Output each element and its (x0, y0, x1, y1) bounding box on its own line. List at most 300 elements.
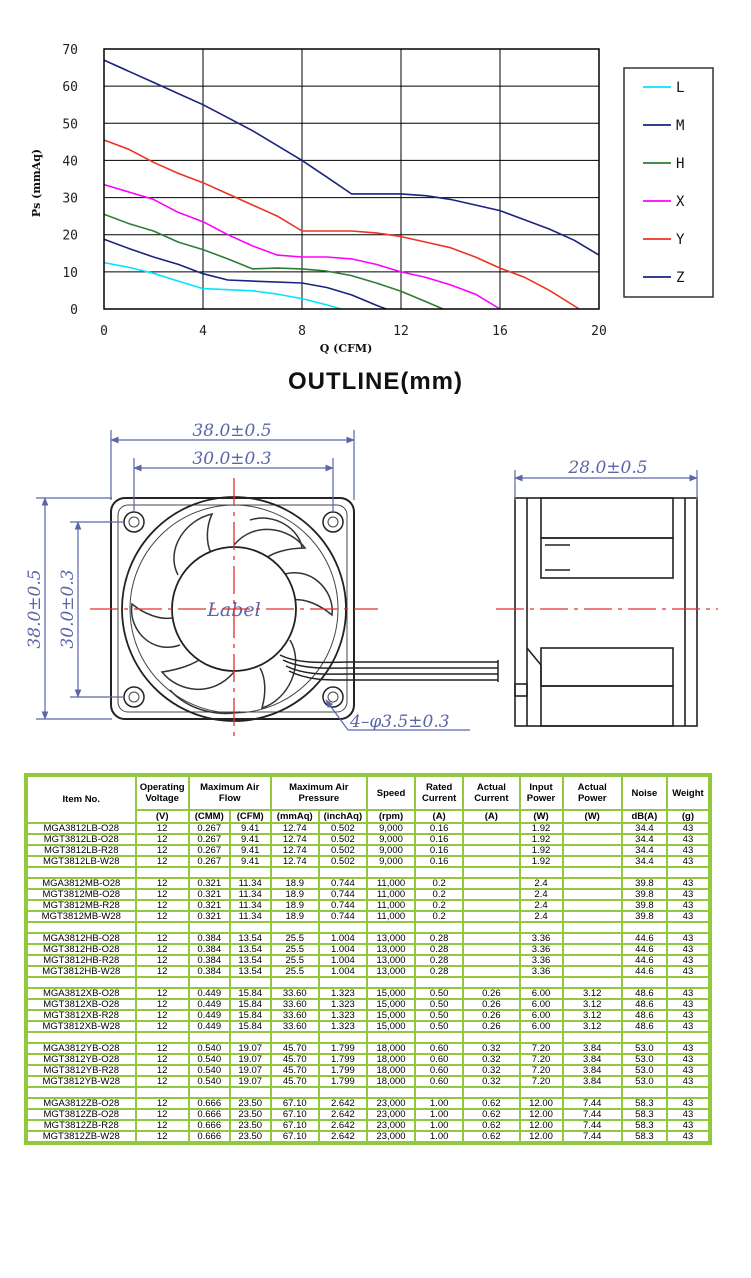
table-cell: 0.540 (189, 1054, 230, 1065)
table-cell: 0.321 (189, 900, 230, 911)
spec-table (26, 775, 710, 1143)
table-cell: 43 (667, 1043, 709, 1054)
table-cell: 12 (136, 911, 189, 922)
table-cell: 43 (667, 845, 709, 856)
table-cell: 45.70 (271, 1076, 319, 1087)
table-cell: 12 (136, 1109, 189, 1120)
table-cell: 12.74 (271, 845, 319, 856)
table-cell (563, 933, 622, 944)
table-cell: 0.2 (415, 900, 463, 911)
table-cell: 12 (136, 1065, 189, 1076)
table-cell: 58.3 (622, 1098, 667, 1109)
table-cell: 43 (667, 1098, 709, 1109)
y-tick-label: 10 (62, 265, 78, 281)
table-row (27, 878, 709, 889)
table-cell: 39.8 (622, 900, 667, 911)
table-cell: 11,000 (367, 911, 415, 922)
table-cell: 1.92 (520, 834, 563, 845)
table-cell: 12.74 (271, 856, 319, 867)
table-cell: 15.84 (230, 1010, 271, 1021)
table-cell: 45.70 (271, 1043, 319, 1054)
table-cell: 43 (667, 911, 709, 922)
table-cell: 39.8 (622, 911, 667, 922)
table-row (27, 1065, 709, 1076)
table-cell: 0.62 (463, 1109, 519, 1120)
table-cell: 0.62 (463, 1098, 519, 1109)
table-cell: 25.5 (271, 966, 319, 977)
table-cell: 53.0 (622, 1054, 667, 1065)
table-cell: 12.00 (520, 1098, 563, 1109)
legend-label-x: X (676, 194, 685, 210)
y-tick-label: 30 (62, 191, 78, 207)
table-row (27, 1120, 709, 1131)
table-cell: 43 (667, 966, 709, 977)
table-cell: 1.004 (319, 966, 367, 977)
y-tick-label: 0 (70, 303, 78, 318)
table-row (27, 1010, 709, 1021)
table-cell: 43 (667, 889, 709, 900)
table-cell: 0.321 (189, 878, 230, 889)
table-cell: 0.267 (189, 834, 230, 845)
table-cell: 3.84 (563, 1043, 622, 1054)
table-cell: 0.666 (189, 1120, 230, 1131)
table-cell: 11.34 (230, 900, 271, 911)
table-spacer-row (27, 977, 709, 988)
table-cell: 13.54 (230, 966, 271, 977)
table-cell: 9.41 (230, 834, 271, 845)
table-cell: 0.267 (189, 823, 230, 834)
table-cell: 0.16 (415, 856, 463, 867)
x-tick-label: 20 (591, 324, 607, 339)
table-cell: 15,000 (367, 1021, 415, 1032)
dim-outer-height: 38.0±0.5 (25, 569, 45, 649)
table-cell: 9,000 (367, 834, 415, 845)
dim-inner-height: 30.0±0.3 (58, 569, 78, 649)
y-tick-label: 60 (62, 80, 78, 96)
table-cell: 34.4 (622, 834, 667, 845)
table-cell: 7.44 (563, 1131, 622, 1142)
table-cell: 0.2 (415, 878, 463, 889)
hdr-item: Item No. (27, 776, 136, 823)
table-cell: 12 (136, 1098, 189, 1109)
table-row (27, 1043, 709, 1054)
table-row (27, 889, 709, 900)
side-view (515, 498, 697, 726)
table-cell (463, 889, 519, 900)
table-cell (563, 966, 622, 977)
cell-item-no: MGT3812XB-R28 (27, 1010, 136, 1021)
table-cell: 23.50 (230, 1131, 271, 1142)
y-axis-label: Ps (mmAq) (30, 148, 43, 218)
spec-table-wrap (24, 773, 712, 1145)
table-row (27, 1021, 709, 1032)
cell-item-no: MGT3812MB-W28 (27, 911, 136, 922)
table-cell: 67.10 (271, 1120, 319, 1131)
table-cell: 0.502 (319, 856, 367, 867)
table-cell (463, 911, 519, 922)
table-row (27, 1131, 709, 1142)
table-cell: 43 (667, 1054, 709, 1065)
table-spacer-row (27, 1032, 709, 1043)
table-cell: 0.28 (415, 955, 463, 966)
table-cell (563, 955, 622, 966)
table-cell: 13.54 (230, 955, 271, 966)
table-cell: 13,000 (367, 955, 415, 966)
table-cell (463, 834, 519, 845)
table-cell: 48.6 (622, 1021, 667, 1032)
table-cell (463, 845, 519, 856)
table-cell: 0.2 (415, 911, 463, 922)
table-row (27, 1109, 709, 1120)
unit-noise: dB(A) (622, 810, 667, 823)
table-cell: 48.6 (622, 999, 667, 1010)
table-cell: 0.62 (463, 1131, 519, 1142)
table-cell: 18.9 (271, 911, 319, 922)
table-cell: 19.07 (230, 1076, 271, 1087)
table-cell: 0.666 (189, 1109, 230, 1120)
table-cell: 0.384 (189, 933, 230, 944)
table-cell: 12 (136, 845, 189, 856)
table-row (27, 845, 709, 856)
chart-ticks (62, 43, 606, 339)
unit-voltage: (V) (136, 810, 189, 823)
table-cell: 18,000 (367, 1065, 415, 1076)
table-cell: 1.799 (319, 1054, 367, 1065)
table-cell: 7.44 (563, 1098, 622, 1109)
table-cell: 58.3 (622, 1109, 667, 1120)
table-cell: 0.666 (189, 1098, 230, 1109)
table-cell: 12 (136, 878, 189, 889)
y-tick-label: 20 (62, 228, 78, 244)
table-cell: 12 (136, 955, 189, 966)
table-cell: 44.6 (622, 955, 667, 966)
table-cell: 0.62 (463, 1120, 519, 1131)
table-cell: 25.5 (271, 955, 319, 966)
x-axis-label: Q (CFM) (319, 342, 373, 355)
legend-label-m: M (676, 118, 685, 134)
table-cell: 2.4 (520, 889, 563, 900)
x-tick-label: 8 (298, 324, 306, 339)
table-cell: 0.744 (319, 878, 367, 889)
table-cell: 34.4 (622, 845, 667, 856)
pq-curve-chart (0, 0, 751, 365)
table-cell: 0.449 (189, 1010, 230, 1021)
table-spacer-row (27, 922, 709, 933)
table-row (27, 955, 709, 966)
table-cell: 0.16 (415, 834, 463, 845)
table-cell: 23,000 (367, 1131, 415, 1142)
table-cell: 9,000 (367, 845, 415, 856)
table-cell: 43 (667, 900, 709, 911)
table-cell: 12 (136, 900, 189, 911)
table-cell: 0.50 (415, 1010, 463, 1021)
mounting-hole-br (323, 687, 343, 707)
table-cell: 1.00 (415, 1098, 463, 1109)
table-cell: 11,000 (367, 878, 415, 889)
table-cell: 3.36 (520, 955, 563, 966)
dim-outer-width: 38.0±0.5 (192, 421, 272, 441)
table-cell: 15,000 (367, 999, 415, 1010)
outline-title: OUTLINE(mm) (288, 368, 463, 395)
table-cell: 0.2 (415, 889, 463, 900)
series-line-y (104, 140, 579, 309)
table-cell: 18.9 (271, 878, 319, 889)
table-cell: 43 (667, 944, 709, 955)
y-tick-label: 50 (62, 117, 78, 133)
table-cell: 15.84 (230, 999, 271, 1010)
cell-item-no: MGT3812ZB-R28 (27, 1120, 136, 1131)
table-row (27, 823, 709, 834)
table-cell: 1.92 (520, 845, 563, 856)
table-cell: 0.32 (463, 1076, 519, 1087)
cell-item-no: MGT3812LB-O28 (27, 834, 136, 845)
table-row (27, 944, 709, 955)
table-cell: 11.34 (230, 889, 271, 900)
table-cell: 3.84 (563, 1054, 622, 1065)
legend-label-y: Y (676, 232, 685, 248)
table-cell: 12.74 (271, 823, 319, 834)
dim-depth: 28.0±0.5 (568, 458, 648, 478)
table-cell: 13,000 (367, 966, 415, 977)
table-cell: 43 (667, 1109, 709, 1120)
table-cell: 13.54 (230, 933, 271, 944)
table-row (27, 1054, 709, 1065)
cell-item-no: MGT3812XB-W28 (27, 1021, 136, 1032)
table-cell: 23,000 (367, 1109, 415, 1120)
table-cell: 43 (667, 823, 709, 834)
table-cell: 33.60 (271, 1021, 319, 1032)
table-cell: 53.0 (622, 1065, 667, 1076)
table-cell: 0.267 (189, 856, 230, 867)
table-cell: 12 (136, 1021, 189, 1032)
table-cell: 43 (667, 1010, 709, 1021)
table-cell: 13.54 (230, 944, 271, 955)
table-cell: 43 (667, 878, 709, 889)
table-cell: 0.384 (189, 966, 230, 977)
cell-item-no: MGT3812LB-W28 (27, 856, 136, 867)
series-line-z (104, 60, 599, 255)
series-line-h (104, 214, 443, 309)
table-cell: 0.60 (415, 1065, 463, 1076)
hdr-rated-current: Rated Current (415, 776, 463, 810)
table-cell: 58.3 (622, 1120, 667, 1131)
table-cell: 23.50 (230, 1098, 271, 1109)
fan-outline-drawing (0, 415, 751, 760)
cell-item-no: MGA3812HB-O28 (27, 933, 136, 944)
cell-item-no: MGT3812YB-O28 (27, 1054, 136, 1065)
table-cell: 43 (667, 1076, 709, 1087)
table-header-row (27, 776, 709, 810)
table-cell: 0.16 (415, 823, 463, 834)
table-cell (563, 944, 622, 955)
table-cell: 0.502 (319, 823, 367, 834)
table-cell: 12.00 (520, 1131, 563, 1142)
unit-speed: (rpm) (367, 810, 415, 823)
table-cell: 1.00 (415, 1131, 463, 1142)
legend-box (624, 68, 713, 297)
table-cell: 34.4 (622, 823, 667, 834)
table-cell (463, 878, 519, 889)
table-cell: 1.004 (319, 955, 367, 966)
chart-grid (104, 49, 599, 309)
table-cell: 67.10 (271, 1098, 319, 1109)
hdr-noise: Noise (622, 776, 667, 810)
table-cell: 2.4 (520, 900, 563, 911)
table-cell: 43 (667, 999, 709, 1010)
table-cell: 33.60 (271, 1010, 319, 1021)
table-cell: 0.321 (189, 911, 230, 922)
table-cell: 18.9 (271, 889, 319, 900)
table-cell: 2.642 (319, 1098, 367, 1109)
table-cell: 44.6 (622, 966, 667, 977)
hdr-actual-power: Actual Power (563, 776, 622, 810)
hdr-pressure: Maximum Air Pressure (271, 776, 367, 810)
table-cell: 19.07 (230, 1065, 271, 1076)
table-cell (563, 845, 622, 856)
table-cell: 9.41 (230, 823, 271, 834)
table-cell: 45.70 (271, 1065, 319, 1076)
mounting-hole-tr (323, 512, 343, 532)
table-cell: 67.10 (271, 1109, 319, 1120)
table-cell: 43 (667, 834, 709, 845)
y-tick-label: 40 (62, 154, 78, 170)
cell-item-no: MGA3812XB-O28 (27, 988, 136, 999)
table-cell (463, 823, 519, 834)
table-cell: 1.00 (415, 1109, 463, 1120)
table-cell: 1.799 (319, 1076, 367, 1087)
table-cell: 0.26 (463, 1010, 519, 1021)
table-cell: 0.744 (319, 900, 367, 911)
table-cell: 23.50 (230, 1109, 271, 1120)
table-cell: 19.07 (230, 1054, 271, 1065)
table-cell: 0.502 (319, 834, 367, 845)
table-cell: 6.00 (520, 1010, 563, 1021)
table-row (27, 999, 709, 1010)
table-cell: 2.642 (319, 1120, 367, 1131)
table-cell: 9.41 (230, 845, 271, 856)
table-cell: 53.0 (622, 1076, 667, 1087)
table-cell: 0.32 (463, 1054, 519, 1065)
table-cell: 9.41 (230, 856, 271, 867)
table-cell: 43 (667, 1021, 709, 1032)
table-cell: 48.6 (622, 1010, 667, 1021)
table-cell: 34.4 (622, 856, 667, 867)
table-cell (563, 878, 622, 889)
table-row (27, 933, 709, 944)
table-cell: 1.00 (415, 1120, 463, 1131)
table-cell: 9,000 (367, 823, 415, 834)
table-cell: 2.4 (520, 911, 563, 922)
table-cell (563, 834, 622, 845)
spec-table-body (27, 823, 709, 1142)
cell-item-no: MGT3812ZB-W28 (27, 1131, 136, 1142)
table-cell: 12 (136, 966, 189, 977)
table-cell: 0.384 (189, 955, 230, 966)
table-cell: 23,000 (367, 1098, 415, 1109)
table-cell: 12 (136, 1131, 189, 1142)
table-cell: 2.642 (319, 1109, 367, 1120)
table-cell (463, 933, 519, 944)
table-row (27, 900, 709, 911)
table-cell: 12 (136, 933, 189, 944)
mounting-hole-bl (124, 687, 144, 707)
table-cell: 0.540 (189, 1065, 230, 1076)
hdr-actual-current: Actual Current (463, 776, 519, 810)
x-tick-label: 16 (492, 324, 508, 339)
table-cell: 39.8 (622, 889, 667, 900)
mounting-hole-tl (124, 512, 144, 532)
table-cell: 0.26 (463, 1021, 519, 1032)
table-cell: 0.449 (189, 999, 230, 1010)
unit-mmaq: (mmAq) (271, 810, 319, 823)
table-cell: 1.004 (319, 933, 367, 944)
table-cell (563, 911, 622, 922)
table-cell: 3.84 (563, 1065, 622, 1076)
table-cell: 12 (136, 1043, 189, 1054)
table-cell: 0.60 (415, 1054, 463, 1065)
table-cell: 0.449 (189, 988, 230, 999)
table-cell: 43 (667, 1065, 709, 1076)
table-cell: 23.50 (230, 1120, 271, 1131)
table-cell: 12.74 (271, 834, 319, 845)
table-cell: 1.92 (520, 856, 563, 867)
table-cell: 3.36 (520, 944, 563, 955)
hub-label: Label (207, 599, 261, 621)
table-cell: 18,000 (367, 1043, 415, 1054)
table-cell (563, 823, 622, 834)
cell-item-no: MGT3812HB-W28 (27, 966, 136, 977)
table-cell: 48.6 (622, 988, 667, 999)
table-cell: 12 (136, 889, 189, 900)
table-cell: 9,000 (367, 856, 415, 867)
table-cell: 18,000 (367, 1076, 415, 1087)
table-cell: 0.384 (189, 944, 230, 955)
unit-cfm: (CFM) (230, 810, 271, 823)
table-cell: 0.744 (319, 889, 367, 900)
table-cell (463, 966, 519, 977)
table-cell: 1.323 (319, 1010, 367, 1021)
cell-item-no: MGA3812MB-O28 (27, 878, 136, 889)
table-cell: 0.32 (463, 1043, 519, 1054)
table-cell: 1.799 (319, 1065, 367, 1076)
cell-item-no: MGT3812HB-O28 (27, 944, 136, 955)
table-cell: 0.744 (319, 911, 367, 922)
table-cell: 15.84 (230, 1021, 271, 1032)
unit-weight: (g) (667, 810, 709, 823)
table-row (27, 988, 709, 999)
table-cell (463, 944, 519, 955)
table-spacer-row (27, 867, 709, 878)
table-cell: 12.00 (520, 1109, 563, 1120)
table-cell: 7.44 (563, 1120, 622, 1131)
table-cell: 0.50 (415, 988, 463, 999)
table-cell: 12 (136, 1010, 189, 1021)
table-cell: 12 (136, 988, 189, 999)
hdr-weight: Weight (667, 776, 709, 810)
table-cell: 0.16 (415, 845, 463, 856)
table-cell: 45.70 (271, 1054, 319, 1065)
table-cell (463, 900, 519, 911)
table-cell: 12 (136, 856, 189, 867)
table-cell: 19.07 (230, 1043, 271, 1054)
table-cell: 13,000 (367, 944, 415, 955)
cell-item-no: MGT3812ZB-O28 (27, 1109, 136, 1120)
cell-item-no: MGT3812YB-W28 (27, 1076, 136, 1087)
table-cell: 25.5 (271, 933, 319, 944)
y-tick-label: 70 (62, 43, 78, 58)
table-cell: 44.6 (622, 944, 667, 955)
table-cell: 11.34 (230, 911, 271, 922)
